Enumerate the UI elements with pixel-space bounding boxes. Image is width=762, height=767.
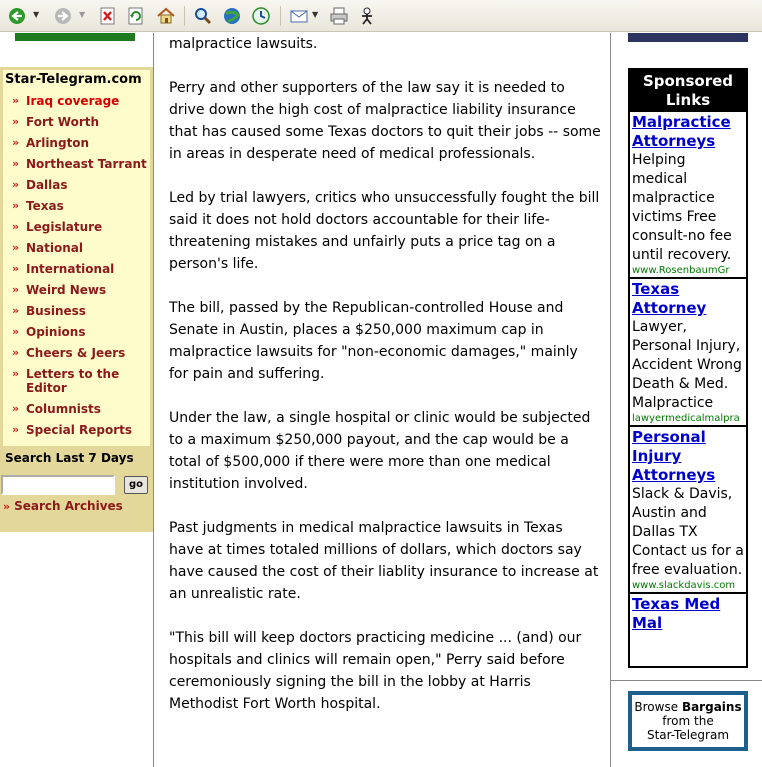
browser-toolbar	[0, 0, 762, 32]
ad-url[interactable]: www.slackdavis.com	[632, 580, 736, 591]
chevron-right-icon: »	[12, 136, 20, 149]
chevron-right-icon: »	[12, 402, 20, 415]
mail-dropdown-icon[interactable]: ▼	[312, 10, 319, 19]
browse-bargains-banner[interactable]	[628, 691, 748, 751]
article-paragraph: "This bill will keep doctors practicing medicine ... (and) our hospitals and clinics will remain open," Perry said before ceremoniously signing the bill in the lobby at Harris Methodist Fort Worth hospital.	[169, 630, 582, 712]
refresh-icon[interactable]	[126, 6, 146, 26]
chevron-right-icon: »	[12, 423, 20, 436]
chevron-right-icon: »	[12, 178, 20, 191]
toolbar-separator	[184, 6, 185, 26]
section-nav	[0, 67, 153, 477]
ad-description: Helping medical malpractice victims Free consult-no fee until recovery.	[632, 152, 732, 263]
go-button[interactable]: go	[124, 476, 148, 494]
chevron-right-icon: »	[12, 283, 20, 296]
chevron-right-icon: »	[12, 115, 20, 128]
nav-item-dallas[interactable]: » Dallas	[12, 178, 68, 192]
left-column	[0, 33, 153, 767]
search-title: Search Last 7 Days	[5, 451, 134, 465]
chevron-right-icon: »	[12, 157, 20, 170]
right-divider	[610, 33, 611, 767]
chevron-right-icon: »	[12, 367, 20, 380]
article-paragraph: The bill, passed by the Republican-controlled House and Senate in Austin, places a $250,000 maximum cap in malpractice lawsuits for "non-economic damages," mainly for pain and suffering.	[169, 300, 578, 382]
stop-icon[interactable]	[98, 6, 118, 26]
ad-title-link[interactable]: Malpractice Attorneys	[632, 113, 731, 150]
nav-item-national[interactable]: » National	[12, 241, 83, 255]
article-paragraph: Past judgments in medical malpractice lawsuits in Texas have at times totaled millions of dollars, which doctors say have caused the cost of their liablity insurance to increase at an unrealistic rate.	[169, 520, 599, 602]
mail-icon[interactable]	[289, 6, 309, 26]
nav-item-legislature[interactable]: » Legislature	[12, 220, 103, 234]
nav-item-weird-news[interactable]: » Weird News	[12, 283, 107, 297]
nav-item-arlington[interactable]: » Arlington	[12, 136, 90, 150]
sponsored-links	[628, 68, 748, 668]
ad-item	[630, 112, 746, 279]
chevron-right-icon: »	[12, 220, 20, 233]
chevron-right-icon: »	[12, 325, 20, 338]
sponsored-title: Sponsored Links	[630, 70, 746, 112]
nav-item-letters-to-the-editor[interactable]: » Letters to the Editor	[12, 367, 120, 395]
messenger-icon[interactable]	[357, 6, 377, 26]
chevron-right-icon: »	[3, 500, 11, 513]
chevron-right-icon: »	[12, 94, 20, 107]
article-paragraph: Perry and other supporters of the law say it is needed to drive down the high cost of malpractice liability insurance that has caused some Texas doctors to quit their jobs -- some in areas in desperate need of medical professionals.	[169, 80, 601, 162]
nav-item-columnists[interactable]: » Columnists	[12, 402, 101, 416]
nav-item-opinions[interactable]: » Opinions	[12, 325, 86, 339]
chevron-right-icon: »	[12, 241, 20, 254]
ad-title-link[interactable]: Personal Injury Attorneys	[632, 428, 716, 484]
nav-list	[9, 94, 151, 444]
search-input[interactable]	[1, 475, 115, 495]
left-divider	[153, 33, 154, 767]
chevron-right-icon: »	[12, 199, 20, 212]
ad-item	[630, 427, 746, 594]
back-dropdown-icon[interactable]: ▼	[33, 10, 40, 19]
logo-bar	[15, 33, 135, 41]
media-icon[interactable]	[222, 6, 242, 26]
home-icon[interactable]	[156, 6, 176, 26]
search-archives-link[interactable]: » Search Archives	[3, 499, 123, 513]
ad-description: Lawyer, Personal Injury, Accident Wrong Death & Med. Malpractice	[632, 319, 742, 411]
nav-item-fort-worth[interactable]: » Fort Worth	[12, 115, 100, 129]
nav-item-cheers-jeers[interactable]: » Cheers & Jeers	[12, 346, 126, 360]
back-icon[interactable]	[7, 6, 27, 26]
article-paragraph: Led by trial lawyers, critics who unsuccessfully fought the bill said it does not hold doctors accountable for their life-threatening mistakes and unfairly puts a price tag on a person's life.	[169, 190, 600, 272]
nav-item-special-reports[interactable]: » Special Reports	[12, 423, 132, 437]
ad-item	[630, 594, 746, 633]
toolbar-separator	[280, 6, 281, 26]
forward-dropdown-icon[interactable]: ▼	[79, 10, 86, 19]
chevron-right-icon: »	[12, 262, 20, 275]
nav-item-northeast-tarrant[interactable]: » Northeast Tarrant	[12, 157, 147, 171]
history-icon[interactable]	[251, 6, 271, 26]
article-paragraph: malpractice lawsuits.	[169, 36, 318, 52]
search-panel	[0, 446, 153, 532]
nav-item-international[interactable]: » International	[12, 262, 115, 276]
top-banner-edge	[628, 33, 748, 42]
chevron-right-icon: »	[12, 304, 20, 317]
nav-title: Star-Telegram.com	[5, 72, 142, 87]
right-hr	[611, 680, 762, 681]
chevron-right-icon: »	[12, 346, 20, 359]
ad-description: Slack & Davis, Austin and Dallas TX Contact us for a free evaluation.	[632, 486, 744, 578]
nav-item-iraq-coverage[interactable]: » Iraq coverage	[12, 94, 120, 108]
ad-url[interactable]: lawyermedicalmalpra	[632, 413, 740, 424]
ad-url[interactable]: www.RosenbaumGr	[632, 265, 730, 276]
print-icon[interactable]	[329, 6, 349, 26]
article-paragraph: Under the law, a single hospital or clinic would be subjected to a maximum $250,000 payout, and the cap would be a total of $500,000 if there were more than one medical institution involved.	[169, 410, 591, 492]
ad-item	[630, 279, 746, 427]
search-icon[interactable]	[193, 6, 213, 26]
nav-item-texas[interactable]: » Texas	[12, 199, 64, 213]
ad-title-link[interactable]: Texas Attorney	[632, 280, 707, 317]
forward-icon[interactable]	[53, 6, 73, 26]
ad-title-link[interactable]: Texas Med Mal	[632, 595, 721, 632]
nav-item-business[interactable]: » Business	[12, 304, 86, 318]
bargains-inner: Browse Bargains from the Star-Telegram	[631, 694, 745, 748]
article-body	[169, 33, 601, 767]
